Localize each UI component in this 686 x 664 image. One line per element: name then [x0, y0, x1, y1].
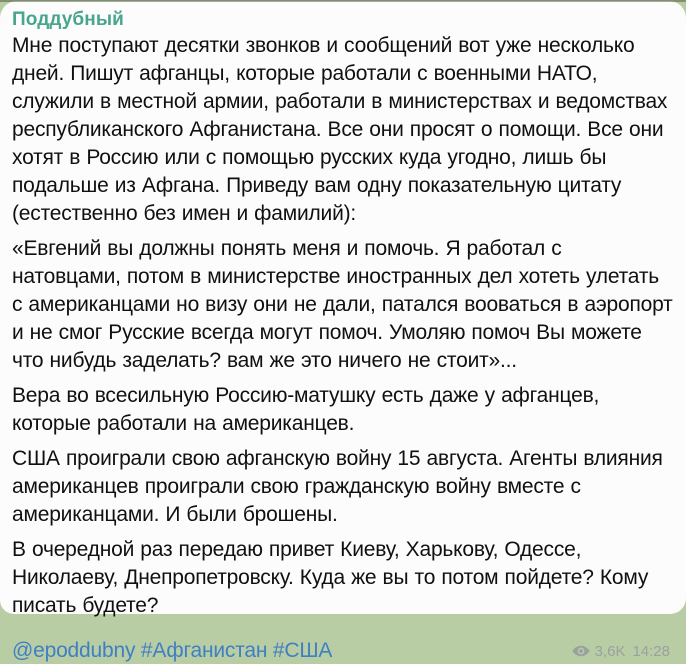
paragraph-greetings: В очередной раз передаю привет Киеву, Харькову, Одессе, Николаеву, Днепропетровску. Куда же вы то потом пойдете? Кому писать будете?: [12, 538, 649, 617]
message-footer: [12, 638, 674, 664]
paragraph-faith: Вера во всесильную Россию-матушку есть даже у афганцев, которые работали на американцев.: [12, 384, 600, 435]
links-row: [12, 638, 332, 664]
hashtag-afghanistan-link[interactable]: #Афганистан: [140, 639, 268, 662]
top-edge-shadow: [0, 0, 686, 2]
message-bubble: [0, 1, 686, 662]
message-text: [12, 32, 674, 620]
views-eye-icon: [572, 645, 590, 657]
views-count: 3,6K: [594, 642, 626, 660]
paragraph-usa-lost: США проиграли свою афганскую войну 15 августа. Агенты влияния американцев проиграли свою гражданскую войну вместе с американцами. И были брошены.: [12, 447, 663, 526]
paragraph-intro: Мне поступают десятки звонков и сообщений вот уже несколько дней. Пишут афганцы, которые работали с военными НАТО, служили в местной армии, работали в министерствах и ведомствах республиканского Афганистана. Все они просят о помощи. Все они хотят в Россию или с помощью русских куда угодно, лишь бы подальше из Афгана. Приведу вам одну показательную цитату (естественно без имен и фамилий):: [12, 34, 668, 225]
hashtag-usa-link[interactable]: #США: [272, 639, 333, 662]
message-time: 14:28: [632, 642, 670, 660]
paragraph-quote: «Евгений вы должны понять меня и помочь. Я работал с натовцами, потом в министерстве иностранных дел хотеть улетать с американцами но визу они не дали, патался вооваться в аэропорт и не смог Русские всегда могут помоч. Умоляю помоч Вы можете что нибудь заделать? вам же это ничего не стоит»...: [12, 237, 673, 372]
channel-name[interactable]: Поддубный: [12, 9, 124, 30]
mention-link[interactable]: @epoddubny: [12, 639, 136, 662]
message-meta: [572, 643, 674, 660]
